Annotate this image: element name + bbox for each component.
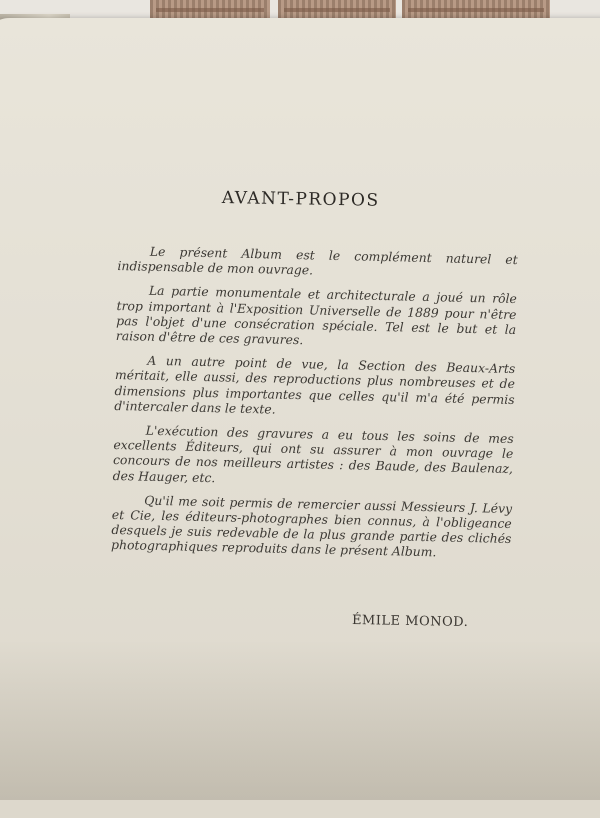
author-signature: ÉMILE MONOD. <box>351 612 469 631</box>
paragraph: La partie monumentale et architecturale a joué un rôle trop important à l'Exposition Universelle de 1889 pour n'être pas l'objet d'une consécration spéciale. Tel est le but et la raison d'être de ces gravures. <box>115 283 518 348</box>
paragraph: Le présent Album est le complément naturel et indispensable de mon ouvrage. <box>117 243 518 278</box>
paragraph: Qu'il me soit permis de remercier aussi Messieurs J. Lévy et Cie, les éditeurs-photographes bien connus, à l'obligeance desquels je suis redevable de la plus grande partie des clichés photographiques reproduits dans le présent Album. <box>110 492 513 560</box>
page-shadow <box>0 640 600 800</box>
page-title: AVANT-PROPOS <box>221 188 380 211</box>
preface-body <box>111 243 518 571</box>
paragraph: L'exécution des gravures a eu tous les soins de mes excellents Éditeurs, qui ont su assurer à mon ouvrage le concours de nos meilleurs artistes : des Baude, des Baulenaz, des Hauger, etc. <box>112 422 514 485</box>
paragraph: A un autre point de vue, la Section des Beaux-Arts méritait, elle aussi, des reproductions plus nombreuses et de dimensions plus importantes que celles qu'il m'a été permis d'intercaler dans le texte. <box>114 352 516 417</box>
